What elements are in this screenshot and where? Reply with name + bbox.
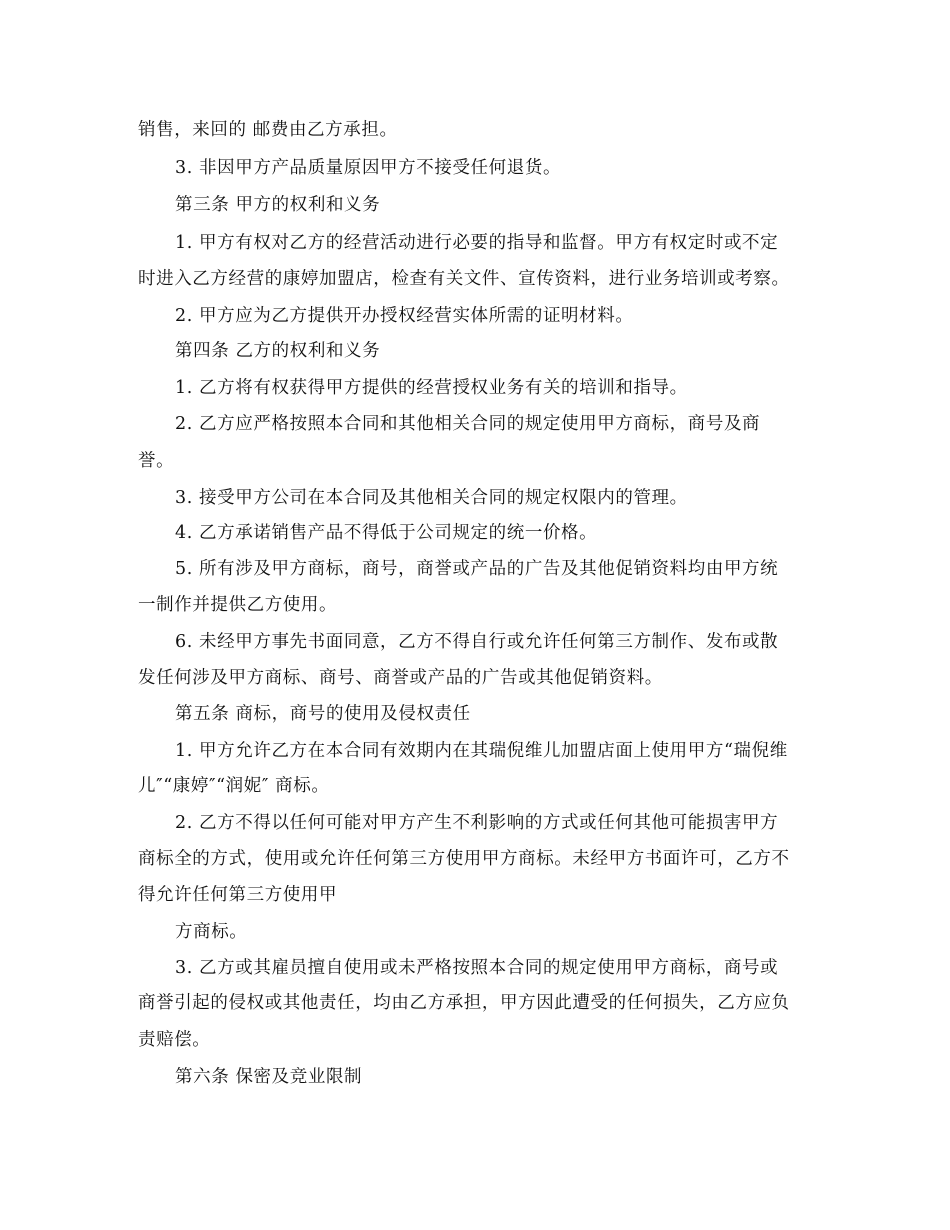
text-line: 6. 未经甲方事先书面同意，乙方不得自行或允许任何第三方制作、发布或散	[175, 632, 779, 652]
text-line: 4. 乙方承诺销售产品不得低于公司规定的统一价格。	[175, 523, 598, 543]
text-line: 2. 乙方应严格按照本合同和其他相关合同的规定使用甲方商标，商号及商	[175, 414, 761, 434]
text-line: 发任何涉及甲方商标、商号、商誉或产品的广告或其他促销资料。	[138, 668, 663, 688]
text-line: 1. 甲方允许乙方在本合同有效期内在其瑞倪维儿加盟店面上使用甲方“瑞倪维	[175, 741, 788, 761]
text-line: 儿″“康婷″“润妮″ 商标。	[138, 776, 330, 796]
section-heading: 第五条 商标，商号的使用及侵权责任	[175, 704, 471, 724]
text-line: 得允许任何第三方使用甲	[138, 885, 338, 905]
text-line: 方商标。	[175, 922, 248, 942]
text-line: 销售，来回的 邮费由乙方承担。	[138, 120, 398, 140]
text-line: 责赔偿。	[138, 1030, 211, 1050]
text-line: 3. 乙方或其雇员擅自使用或未严格按照本合同的规定使用甲方商标，商号或	[175, 958, 779, 978]
text-line: 2. 甲方应为乙方提供开办授权经营实体所需的证明材料。	[175, 306, 634, 326]
section-heading: 第六条 保密及竞业限制	[175, 1067, 363, 1087]
text-line: 一制作并提供乙方使用。	[138, 595, 338, 615]
section-heading: 第四条 乙方的权利和义务	[175, 341, 381, 361]
text-line: 3. 接受甲方公司在本合同及其他相关合同的规定权限内的管理。	[175, 488, 688, 508]
text-line: 商标全的方式，使用或允许任何第三方使用甲方商标。未经甲方书面许可，乙方不	[138, 849, 790, 869]
text-line: 2. 乙方不得以任何可能对甲方产生不利影响的方式或任何其他可能损害甲方	[175, 813, 779, 833]
text-line: 誉。	[138, 451, 175, 471]
text-line: 5. 所有涉及甲方商标，商号，商誉或产品的广告及其他促销资料均由甲方统	[175, 559, 779, 579]
text-line: 1. 乙方将有权获得甲方提供的经营授权业务有关的培训和指导。	[175, 378, 688, 398]
text-line: 1. 甲方有权对乙方的经营活动进行必要的指导和监督。甲方有权定时或不定	[175, 233, 779, 253]
text-line: 3. 非因甲方产品质量原因甲方不接受任何退货。	[175, 158, 562, 178]
section-heading: 第三条 甲方的权利和义务	[175, 195, 381, 215]
text-line: 时进入乙方经营的康婷加盟店，检查有关文件、宣传资料，进行业务培训或考察。	[138, 269, 790, 289]
text-line: 商誉引起的侵权或其他责任，均由乙方承担，甲方因此遭受的任何损失，乙方应负	[138, 993, 790, 1013]
